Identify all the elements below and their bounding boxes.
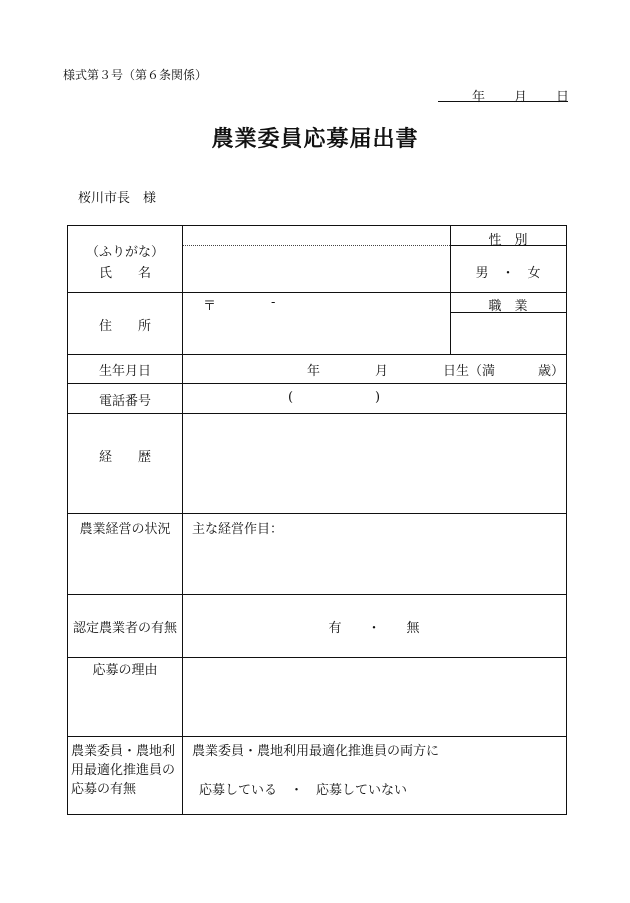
phone-close-paren: ) (375, 390, 381, 405)
dual-application-label-line2: 用最適化推進員の (71, 763, 176, 778)
row-divider (68, 657, 566, 658)
page-title: 農業委員応募届出書 (211, 126, 419, 152)
row-divider (68, 292, 566, 293)
date-day-label: 日 (556, 90, 570, 105)
birth-year-label: 年 (307, 364, 321, 379)
dual-application-label-line3: 応募の有無 (71, 782, 137, 797)
date-line (438, 86, 570, 105)
form-number: 様式第３号（第６条関係） (63, 68, 208, 82)
row-divider (68, 354, 566, 355)
postal-mark: 〒 (203, 299, 217, 314)
row-divider (68, 513, 566, 514)
occupation-header: 職 業 (488, 299, 528, 314)
row-divider (68, 594, 566, 595)
birthdate-label: 生年月日 (98, 364, 151, 379)
birth-day-age-label: 日生（満 (443, 364, 496, 379)
certified-farmer-options[interactable]: 有 ・ 無 (328, 621, 420, 636)
reason-label: 応募の理由 (92, 663, 158, 678)
farm-status-field[interactable] (184, 536, 564, 592)
reason-field[interactable] (184, 659, 564, 734)
application-form-table (67, 225, 567, 815)
gender-options[interactable]: 男 ・ 女 (475, 266, 541, 281)
dual-application-label-line1: 農業委員・農地利 (71, 744, 176, 759)
phone-label: 電話番号 (98, 394, 151, 409)
date-year-label: 年 (472, 90, 486, 105)
birth-month-label: 月 (375, 364, 389, 379)
name-label: 氏 名 (98, 266, 151, 281)
label-column-divider (182, 226, 183, 814)
postal-dash: - (271, 295, 276, 310)
career-field[interactable] (184, 415, 564, 511)
career-label: 経 歴 (98, 450, 151, 465)
furigana-field[interactable] (184, 228, 448, 244)
phone-open-paren: ( (288, 390, 294, 405)
main-crops-label: 主な経営作目： (192, 522, 284, 537)
occupation-field[interactable] (452, 314, 564, 352)
furigana-divider (182, 245, 450, 246)
date-month-label: 月 (514, 90, 528, 105)
phone-field[interactable] (184, 385, 564, 411)
gender-header: 性 別 (488, 233, 528, 248)
farm-status-label: 農業経営の状況 (79, 522, 171, 537)
name-field[interactable] (184, 248, 448, 290)
address-field[interactable] (184, 312, 448, 352)
dual-application-options[interactable]: 応募している ・ 応募していない (199, 783, 408, 798)
certified-farmer-label: 認定農業者の有無 (72, 621, 177, 636)
row-divider (68, 383, 566, 384)
row-divider (68, 736, 566, 737)
age-unit-label: 歳） (538, 364, 565, 379)
row-divider (68, 413, 566, 414)
address-label: 住 所 (98, 319, 151, 334)
furigana-label: （ふりがな） (85, 245, 164, 260)
addressee: 桜川市長 様 (78, 191, 157, 206)
dual-application-question: 農業委員・農地利用最適化推進員の両方に (192, 744, 440, 759)
